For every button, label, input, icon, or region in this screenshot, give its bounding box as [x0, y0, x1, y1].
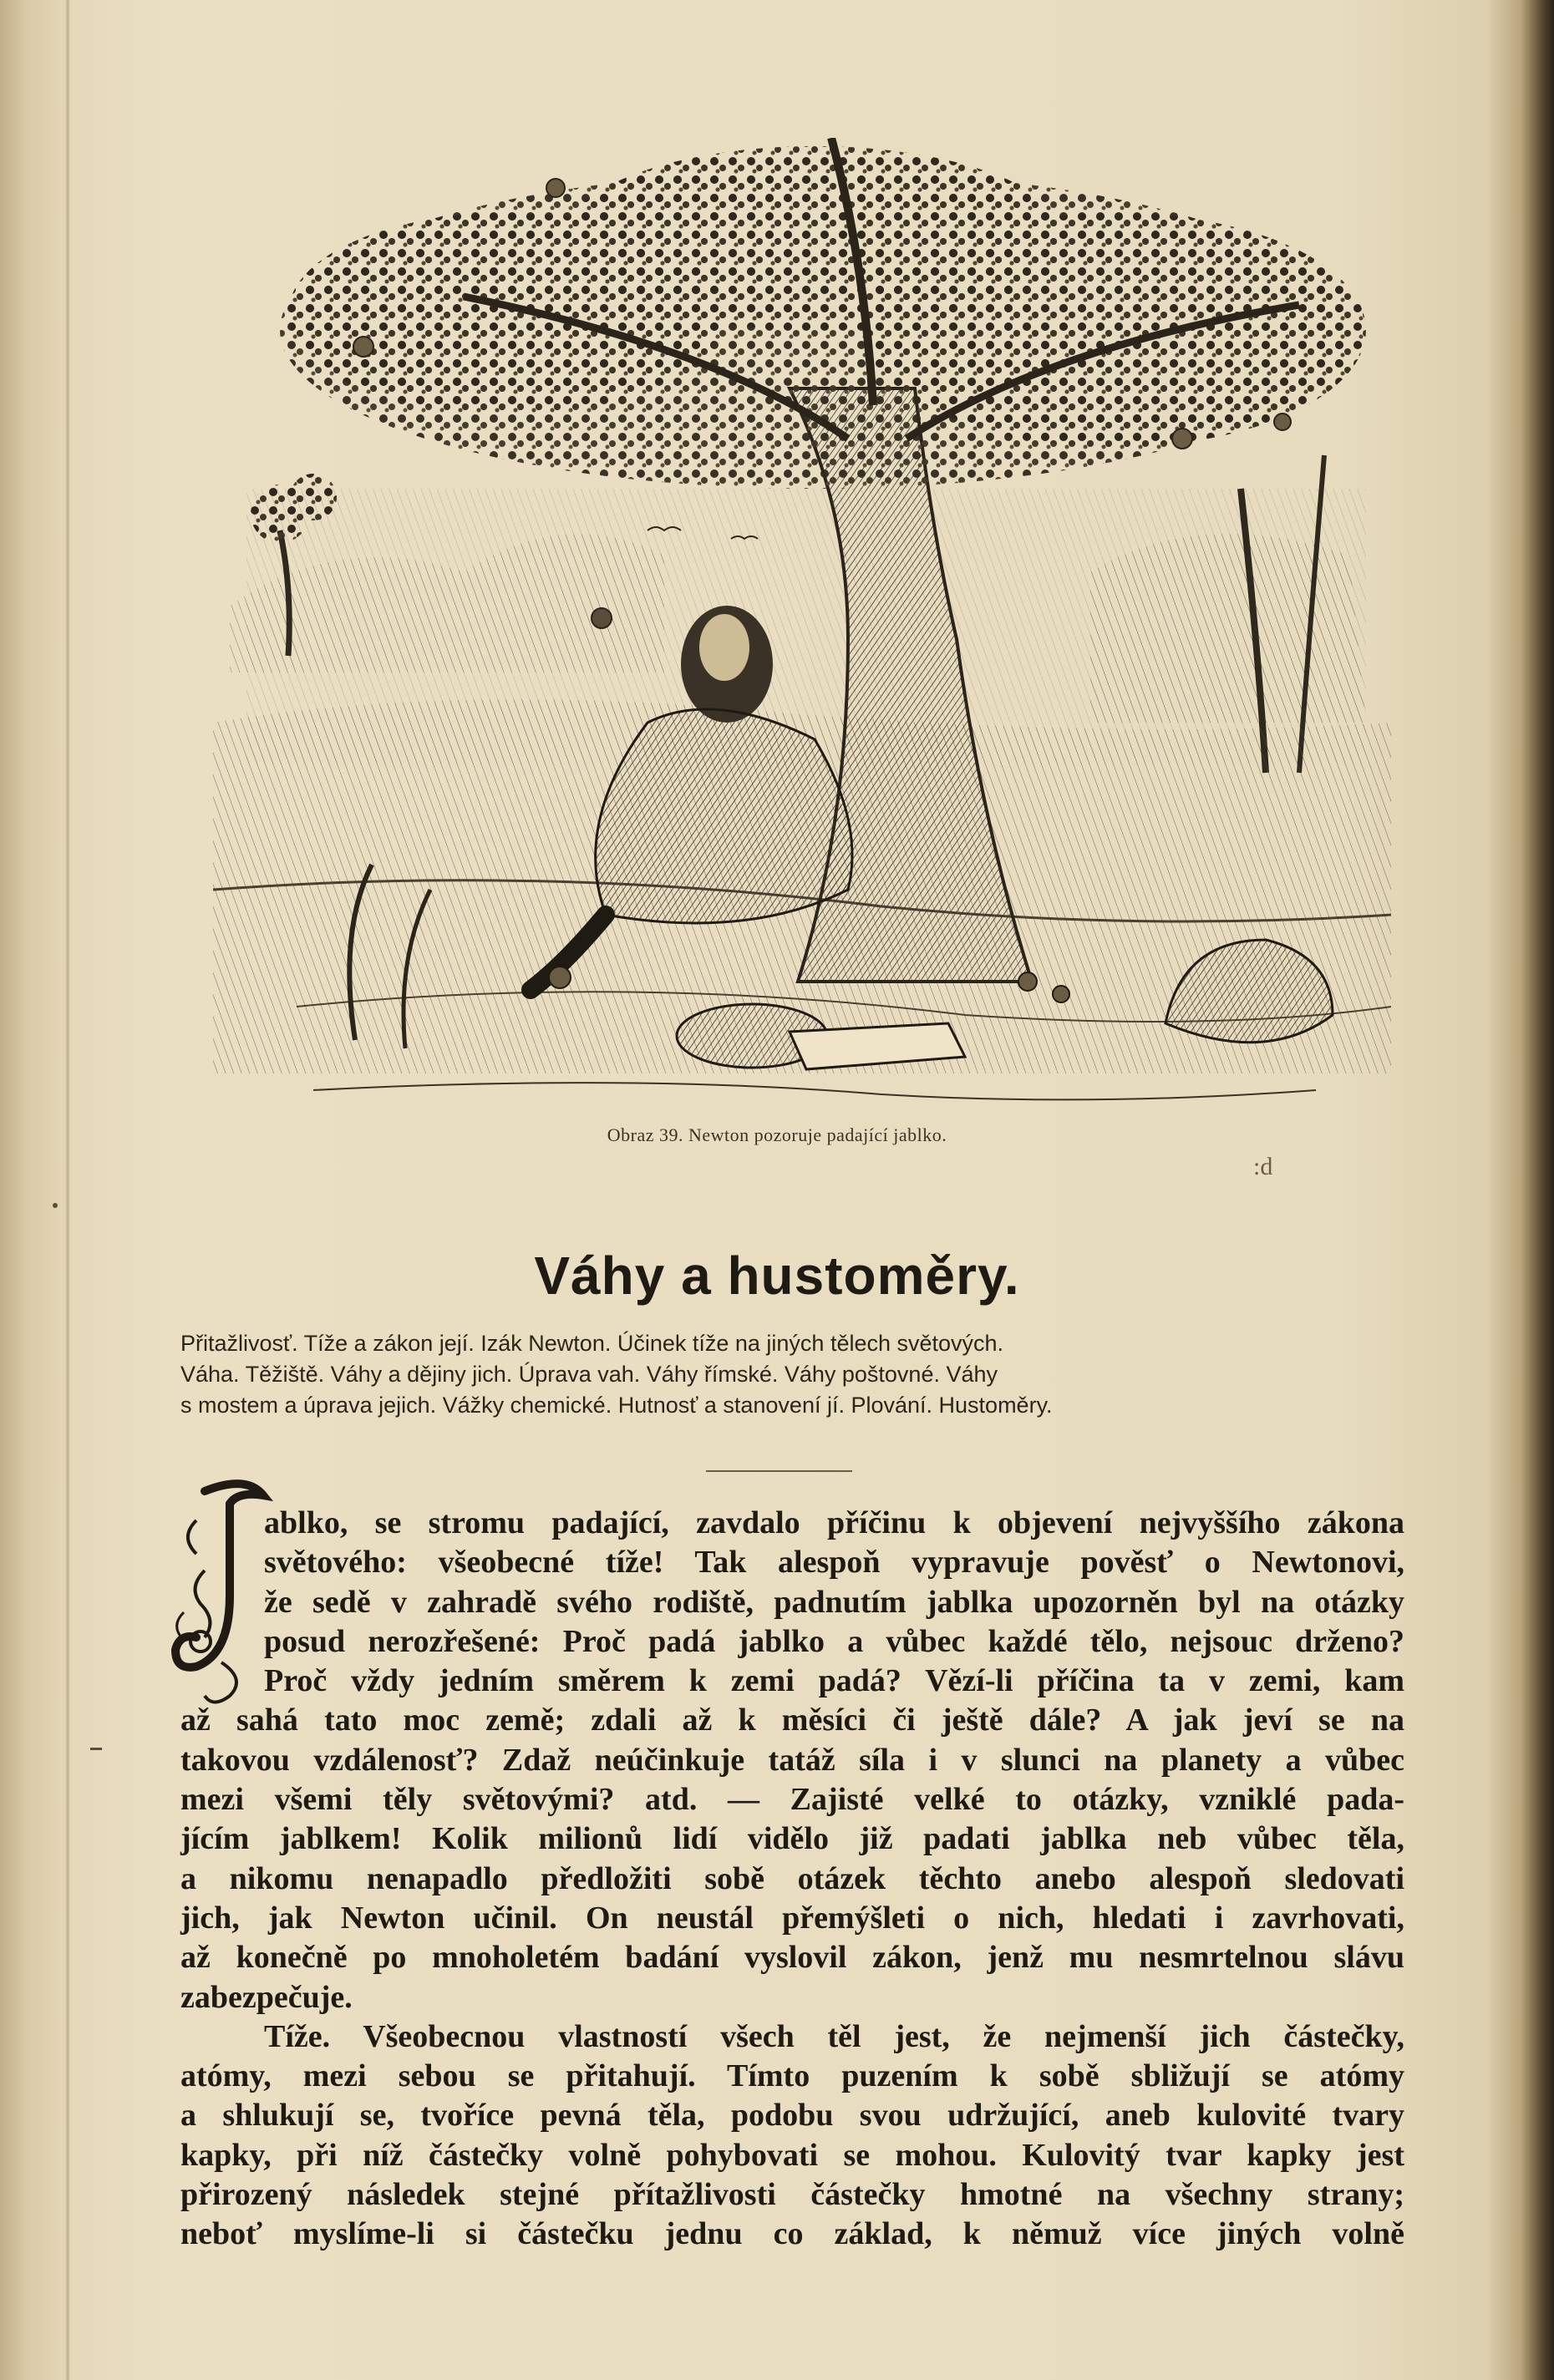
- summary-line: Přitažlivosť. Tíže a zákon její. Izák Newton. Účinek tíže na jiných tělech světových.: [180, 1331, 1004, 1356]
- newton-apple-tree-engraving: [213, 138, 1391, 1119]
- body-line: neboť myslíme-li si částečku jednu co základ, k němuž více jiných volně: [180, 2216, 1404, 2252]
- body-line: světového: všeobecné tíže! Tak alespoň vypravuje pověsť o Newtonovi,: [264, 1545, 1404, 1581]
- margin-dash: [90, 1748, 102, 1750]
- body-line: takovou vzdálenosť? Zdaž neúčinkuje tatáž síla i v slunci na planety a vůbec: [180, 1742, 1404, 1778]
- margin-dot: [53, 1203, 58, 1208]
- chapter-summary: [180, 1328, 1404, 1421]
- page-gutter-shadow: [65, 0, 70, 2380]
- chapter-title: Váhy a hustoměry.: [534, 1246, 1020, 1306]
- body-line: zabezpečuje.: [180, 1979, 353, 2015]
- stray-print-mark: :d: [1253, 1153, 1273, 1180]
- body-line: Tíže. Všeobecnou vlastností všech těl jest, že nejmenší jich částečky,: [264, 2018, 1404, 2054]
- body-line: že sedě v zahradě svého rodiště, padnutím jablka upozorněn byl na otázky: [264, 1584, 1404, 1620]
- section-divider: [706, 1470, 852, 1472]
- article-body: [180, 1504, 1404, 2255]
- body-line: Proč vždy jedním směrem k zemi padá? Vězí-li příčina ta v zemi, kam: [264, 1663, 1404, 1699]
- summary-line: s mostem a úprava jejich. Vážky chemické. Hutnosť a stanovení jí. Plování. Hustoměry.: [180, 1393, 1053, 1418]
- body-line: až sahá tato moc země; zdali až k měsíci či ještě dále? A jak jeví se na: [180, 1703, 1404, 1738]
- body-line: a nikomu nenapadlo předložiti sobě otázek těchto anebo alespoň sledovati: [180, 1860, 1404, 1896]
- body-line: posud nerozřešené: Proč padá jablko a vůbec každé tělo, nejsouc drženo?: [264, 1623, 1404, 1659]
- body-line: až konečně po mnoholetém badání vyslovil zákon, jenž mu nesmrtelnou slávu: [180, 1940, 1404, 1976]
- body-line: přirozený následek stejné přítažlivosti částečky hmotné na všechny strany;: [180, 2177, 1404, 2213]
- body-line: jícím jablkem! Kolik milionů lidí vidělo již padati jablka neb vůbec těla,: [180, 1821, 1404, 1857]
- body-line: a shlukují se, tvoříce pevná těla, podobu svou udržující, aneb kulovité tvary: [180, 2098, 1404, 2134]
- summary-line: Váha. Těžiště. Váhy a dějiny jich. Úprava vah. Váhy římské. Váhy poštovné. Váhy: [180, 1362, 998, 1387]
- body-line: ablko, se stromu padající, zavdalo příčinu k objevení nejvyššího zákona: [264, 1505, 1404, 1540]
- body-line: kapky, při níž částečky volně pohybovati se mohou. Kulovitý tvar kapky jest: [180, 2137, 1404, 2173]
- body-line: mezi všemi těly světovými? atd. — Zajisté velké to otázky, vzniklé pada-: [180, 1782, 1404, 1818]
- figure-caption: Obraz 39. Newton pozoruje padající jablko.: [607, 1124, 947, 1145]
- body-line: jich, jak Newton učinil. On neustál přemýšleti o nich, hledati i zavrhovati,: [180, 1900, 1404, 1936]
- body-line: atómy, mezi sebou se přitahují. Tímto puzením k sobě sbližují se atómy: [180, 2058, 1404, 2094]
